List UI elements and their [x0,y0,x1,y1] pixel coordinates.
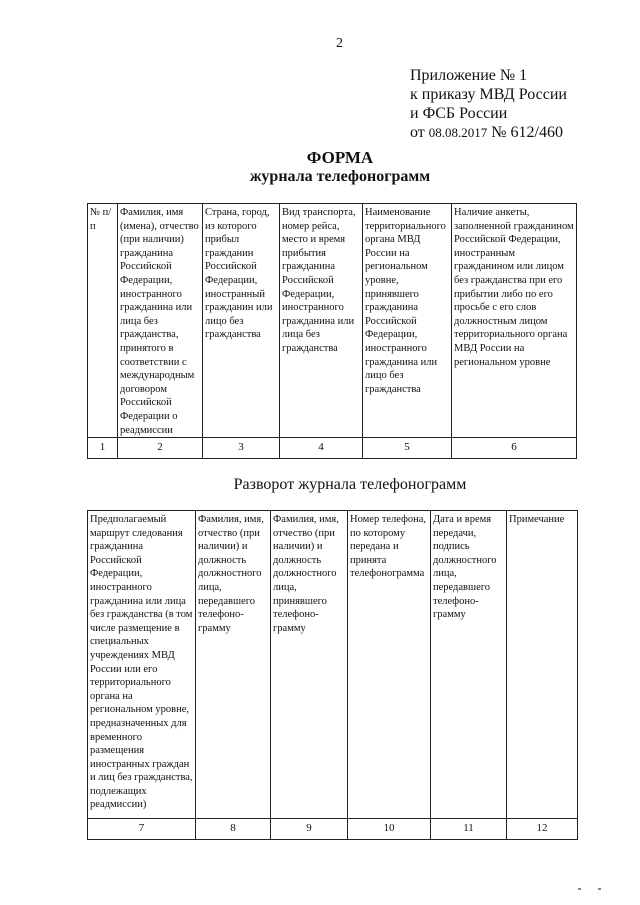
appendix-line-1: Приложение № 1 [410,67,528,84]
header-cell: Наименование территориального органа МВД России на региональном уровне, принявшего гражданина Российской Федерации, иностранного гражданина или лицо без гражданства [363,204,452,438]
table-header-row [88,511,578,819]
header-cell: Дата и время передачи, подпись должностного лица, передавшего телефоно-грамму [431,511,507,819]
appendix-block [410,66,567,142]
appendix-line-3: и ФСБ России [410,105,508,122]
header-cell: Примечание [507,511,578,819]
spread-title: Разворот журнала телефонограмм [233,476,467,493]
column-number: 9 [271,819,348,840]
header-cell: Фамилия, имя (имена), отчество (при наличии) гражданина Российской Федерации, иностранного гражданина или лица без гражданства, принятого в соответствии с международным договором Российской Федерации о реадмиссии [118,204,203,438]
column-number: 8 [196,819,271,840]
header-cell: Страна, город, из которого прибыл гражданин Российской Федерации, иностранный гражданин или лицо без гражданства [203,204,280,438]
number-sign: № [491,124,507,141]
header-cell: Наличие анкеты, заполненной гражданином Российской Федерации, иностранным гражданином или лицом без гражданства при его прибытии либо по его просьбе с его слов должностным лицом территориального органа МВД России на региональном уровне [452,204,577,438]
appendix-line-2: к приказу МВД России [410,86,567,103]
column-number: 2 [118,438,203,459]
column-number: 12 [507,819,578,840]
page-number: 2 [336,36,343,51]
header-cell: Фамилия, имя, отчество (при наличии) и должность должностного лица, передавшего телефоно-грамму [196,511,271,819]
table-header-row [88,204,577,438]
column-number: 6 [452,438,577,459]
order-number: 612/460 [510,124,563,141]
column-number: 5 [363,438,452,459]
date-prefix: от [410,124,425,141]
header-cell: № п/п [88,204,118,438]
header-cell: Вид транспорта, номер рейса, место и время прибытия гражданина Российской Федерации, иностранного гражданина или лица без гражданства [280,204,363,438]
journal-table [87,203,577,459]
table-number-row [88,438,577,459]
column-number: 11 [431,819,507,840]
column-number: 10 [348,819,431,840]
column-number: 1 [88,438,118,459]
column-number: 4 [280,438,363,459]
order-date: 08.08.2017 [428,125,488,140]
journal-spread-table [87,510,578,840]
scan-speck [578,888,581,890]
header-cell: Номер телефона, по которому передана и принята телефонограмма [348,511,431,819]
form-title: ФОРМА [306,148,374,167]
header-cell: Фамилия, имя, отчество (при наличии) и должность должностного лица, принявшего телефоно-грамму [271,511,348,819]
form-subtitle: журнала телефонограмм [249,168,431,185]
column-number: 3 [203,438,280,459]
header-cell: Предполагаемый маршрут следования гражданина Российской Федерации, иностранного гражданина или лица без гражданства (в том числе размещение в специальных учреждениях МВД России или его территориального органа на региональном уровне, предназначенных для временного размещения иностранных граждан и лиц без гражданства, подлежащих реадмиссии) [88,511,196,819]
column-number: 7 [88,819,196,840]
appendix-order-line [410,123,567,142]
table-number-row [88,819,578,840]
scan-speck [598,888,601,890]
